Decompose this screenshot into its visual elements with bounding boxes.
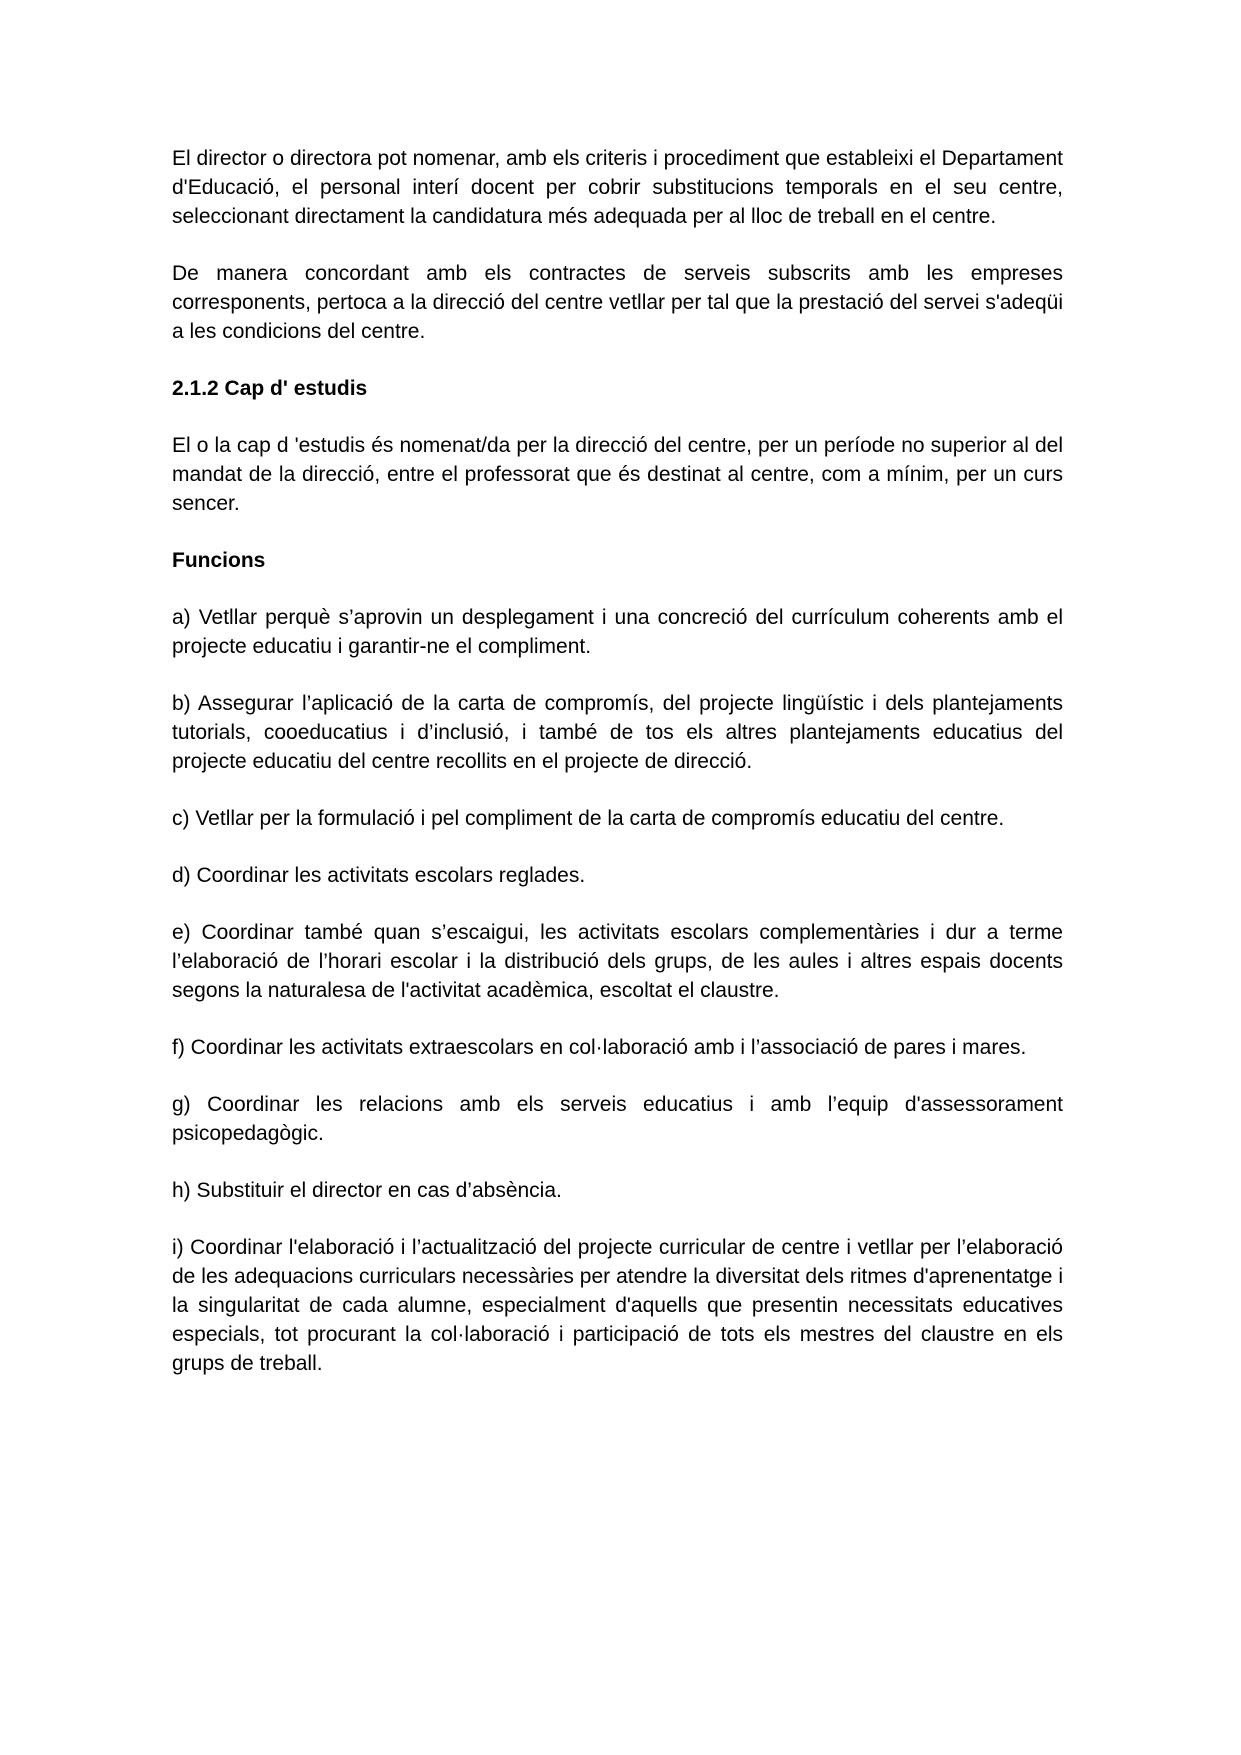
list-item-b: b) Assegurar l’aplicació de la carta de compromís, del projecte lingüístic i dels plantejaments tutorials, cooeducatius i d’inclusió, i també de tos els altres plantejaments educatius del projecte educatiu del centre recollits en el projecte de direcció. [172, 692, 1063, 773]
section-heading-funcions: Funcions [172, 549, 266, 572]
section-heading-cap-destudis: 2.1.2 Cap d' estudis [172, 377, 368, 400]
paragraph-cap-destudis-nomenament: El o la cap d 'estudis és nomenat/da per la direcció del centre, per un període no superior al del mandat de la direcció, entre el professorat que és destinat al centre, com a mínim, per un curs sencer. [172, 434, 1063, 515]
list-item-e: e) Coordinar també quan s’escaigui, les activitats escolars complementàries i dur a terme l’elaboració de l’horari escolar i la distribució dels grups, de les aules i altres espais docents segons la naturalesa de l'activitat acadèmica, escoltat el claustre. [172, 921, 1063, 1002]
list-item-a: a) Vetllar perquè s’aprovin un desplegament i una concreció del currículum coherents amb el projecte educatiu i garantir-ne el compliment. [172, 606, 1063, 658]
list-item-i: i) Coordinar l'elaboració i l’actualització del projecte curricular de centre i vetllar per l’elaboració de les adequacions curriculars necessàries per atendre la diversitat dels ritmes d'aprenentatge i la singularitat de cada alumne, especialment d'aquells que presentin necessitats educatives especials, tot procurant la col·laboració i participació de tots els mestres del claustre en els grups de treball. [172, 1236, 1063, 1375]
document-content [172, 144, 1063, 1378]
list-item-c: c) Vetllar per la formulació i pel compliment de la carta de compromís educatiu del centre. [172, 807, 1005, 830]
list-item-d: d) Coordinar les activitats escolars reglades. [172, 864, 586, 887]
paragraph-contractes-serveis: De manera concordant amb els contractes de serveis subscrits amb les empreses corresponents, pertoca a la direcció del centre vetllar per tal que la prestació del servei s'adeqüi a les condicions del centre. [172, 262, 1063, 343]
list-item-g: g) Coordinar les relacions amb els serveis educatius i amb l’equip d'assessorament psicopedagògic. [172, 1093, 1063, 1145]
list-item-f: f) Coordinar les activitats extraescolars en col·laboració amb i l’associació de pares i mares. [172, 1036, 1027, 1059]
list-item-h: h) Substituir el director en cas d’absència. [172, 1179, 562, 1202]
paragraph-director-nomenament: El director o directora pot nomenar, amb els criteris i procediment que estableixi el Departament d'Educació, el personal interí docent per cobrir substitucions temporals en el seu centre, seleccionant directament la candidatura més adequada per al lloc de treball en el centre. [172, 147, 1063, 228]
